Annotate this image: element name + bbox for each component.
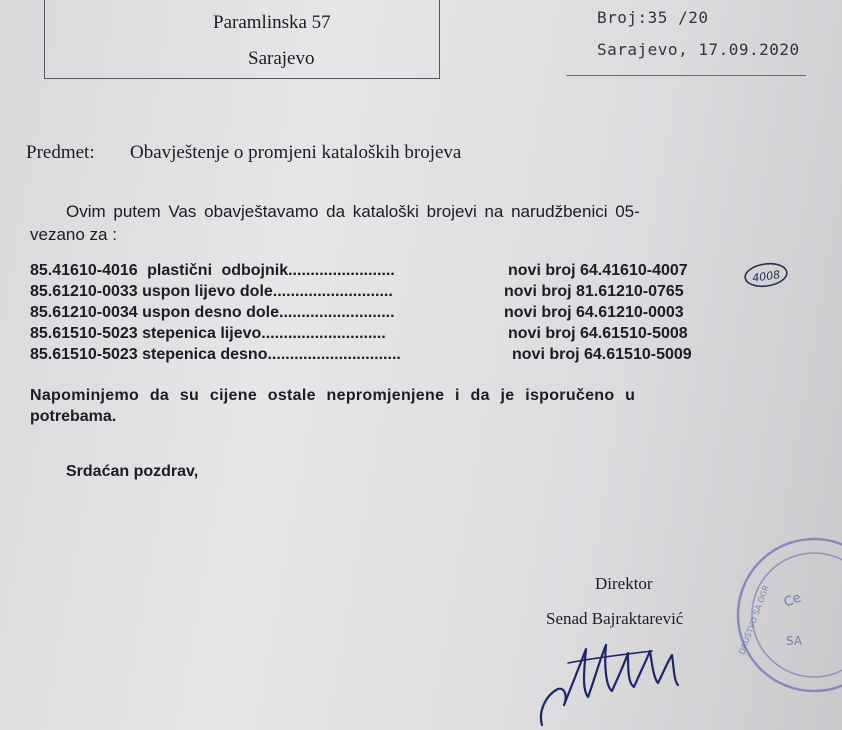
- svg-text:SA: SA: [786, 634, 803, 648]
- note-line-2: potrebama.: [30, 408, 117, 425]
- official-stamp: [722, 545, 842, 695]
- handwritten-correction: [744, 262, 800, 292]
- note-line-1: Napominjemo da su cijene ostale nepromjenjene i da je isporučeno u: [30, 387, 636, 404]
- catalog-number-list: [30, 262, 692, 367]
- list-item: [30, 262, 688, 283]
- new-catalog-number: novi broj 64.61510-5008: [508, 325, 688, 342]
- old-catalog-number: 85.61510-5023 stepenica desno..............................: [30, 346, 401, 363]
- intro-line-2: vezano za :: [30, 225, 117, 244]
- signatory-title: Direktor: [595, 574, 653, 593]
- list-item: [30, 283, 684, 304]
- svg-text:DRUŠTVO SA OGR: DRUŠTVO SA OGR: [737, 583, 771, 656]
- intro-line-1: Ovim putem Vas obavještavamo da kataloški brojevi na narudžbenici 05-: [66, 202, 640, 221]
- reference-number: Broj:35 /20: [597, 8, 709, 27]
- new-catalog-number: novi broj 64.61510-5009: [512, 346, 692, 363]
- old-catalog-number: 85.61210-0034 uspon desno dole..........................: [30, 304, 395, 321]
- correction-text: 4008: [751, 268, 781, 285]
- old-catalog-number: 85.61510-5023 stepenica lijevo............................: [30, 325, 386, 342]
- address-city: Sarajevo: [248, 48, 315, 69]
- reference-underline: [566, 75, 806, 76]
- subject-line: [26, 142, 461, 164]
- new-catalog-number: novi broj 64.41610-4007: [508, 262, 688, 279]
- greeting: Srdaćan pozdrav,: [66, 463, 199, 480]
- subject-text: Obavještenje o promjeni kataloških brojeva: [130, 142, 462, 163]
- list-item: [30, 346, 692, 367]
- list-item: [30, 325, 688, 346]
- address-box: [44, 0, 440, 79]
- list-item: [30, 304, 684, 325]
- old-catalog-number: 85.41610-4016 plastični odbojnik........................: [30, 262, 395, 279]
- old-catalog-number: 85.61210-0033 uspon lijevo dole...........................: [30, 283, 393, 300]
- subject-label: Predmet:: [26, 142, 95, 163]
- signatory-name: Senad Bajraktarević: [546, 609, 684, 628]
- svg-text:Ce: Ce: [781, 590, 804, 611]
- address-street: Paramlinska 57: [213, 12, 331, 33]
- reference-date: Sarajevo, 17.09.2020: [597, 40, 800, 59]
- new-catalog-number: novi broj 81.61210-0765: [504, 283, 684, 300]
- new-catalog-number: novi broj 64.61210-0003: [504, 304, 684, 321]
- handwritten-signature: [528, 625, 698, 730]
